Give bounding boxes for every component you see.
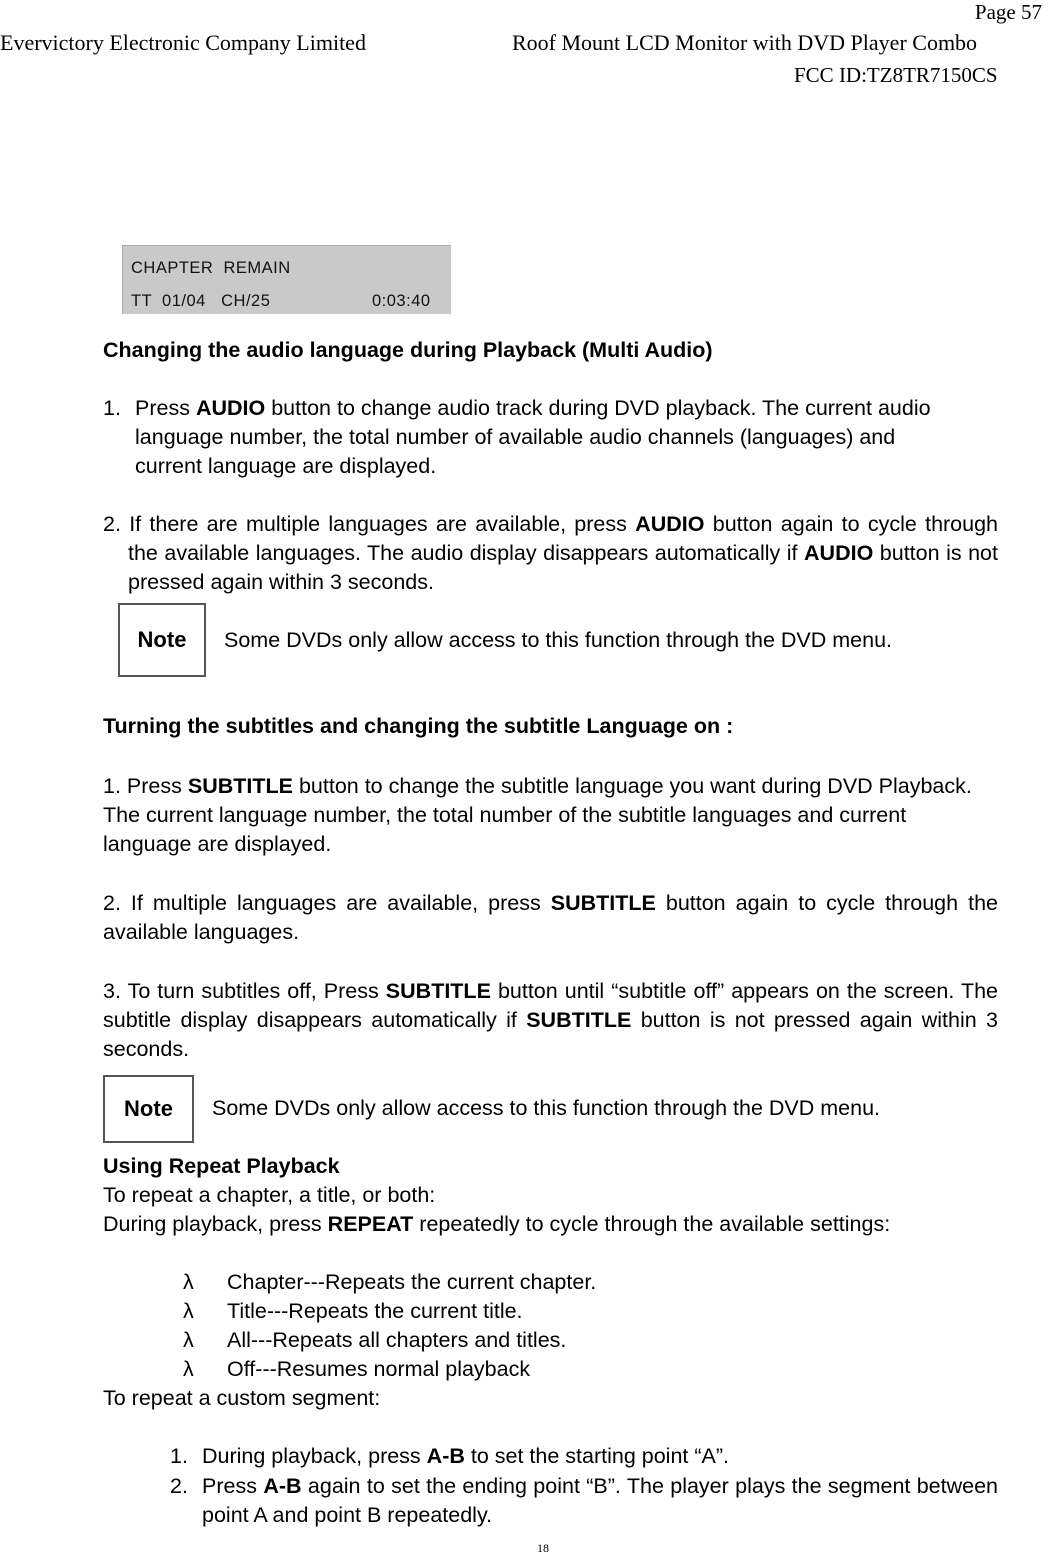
audio-step-2-end: button is not pressed again within 3 seconds. bbox=[128, 541, 998, 594]
subtitle-step-2-lead: 2. If multiple languages are available, press bbox=[103, 891, 541, 915]
repeat-intro: To repeat a chapter, a title, or both: bbox=[103, 1183, 436, 1207]
subtitle-step-3-end: button is not pressed again within 3 seconds. bbox=[103, 1008, 998, 1061]
osd-tt-label: TT bbox=[131, 292, 152, 310]
lambda-bullet-icon: λ bbox=[183, 1299, 194, 1323]
ab-step-2-number: 2. bbox=[170, 1474, 188, 1498]
subtitle-heading: Turning the subtitles and changing the subtitle Language on : bbox=[103, 714, 734, 738]
subtitle-note-text: Some DVDs only allow access to this function through the DVD menu. bbox=[212, 1096, 881, 1120]
subtitle-step-2 bbox=[103, 889, 998, 947]
subtitle-step-1-lead: 1. Press bbox=[103, 774, 182, 798]
lambda-bullet-icon: λ bbox=[183, 1270, 194, 1294]
ab-key: A-B bbox=[426, 1444, 465, 1468]
audio-step-1-text: button to change audio track during DVD playback. The current audio language number, the total number of available audio channels (languages) and current language are displayed. bbox=[135, 396, 931, 478]
repeat-option-title: Title---Repeats the current title. bbox=[227, 1299, 523, 1323]
page-label: Page 57 bbox=[974, 0, 1042, 24]
subtitle-key: SUBTITLE bbox=[526, 1008, 632, 1032]
page-number: 18 bbox=[537, 1541, 549, 1555]
repeat-option-chapter: Chapter---Repeats the current chapter. bbox=[227, 1270, 597, 1294]
audio-key: AUDIO bbox=[195, 396, 266, 420]
ab-step-2-lead: Press bbox=[202, 1474, 257, 1498]
audio-heading: Changing the audio language during Playback (Multi Audio) bbox=[103, 338, 713, 362]
osd-line2 bbox=[131, 292, 270, 311]
repeat-option-all: All---Repeats all chapters and titles. bbox=[227, 1328, 567, 1352]
osd-line1: CHAPTER REMAIN bbox=[131, 259, 291, 277]
osd-display bbox=[122, 245, 451, 314]
osd-tt-value: 01/04 bbox=[162, 292, 206, 310]
custom-segment-intro: To repeat a custom segment: bbox=[103, 1386, 381, 1410]
company-name: Evervictory Electronic Company Limited bbox=[0, 30, 366, 55]
audio-step-1-press: Press bbox=[135, 396, 190, 420]
note-box: Note bbox=[118, 603, 206, 677]
product-title: Roof Mount LCD Monitor with DVD Player Combo bbox=[512, 30, 978, 55]
subtitle-step-3-lead: 3. To turn subtitles off, Press bbox=[103, 979, 379, 1003]
audio-key: AUDIO bbox=[635, 512, 705, 536]
subtitle-step-1 bbox=[103, 772, 988, 859]
repeat-during-lead: During playback, press bbox=[103, 1212, 322, 1236]
ab-step-1-number: 1. bbox=[170, 1444, 188, 1468]
audio-step-2 bbox=[103, 510, 998, 597]
repeat-heading: Using Repeat Playback bbox=[103, 1154, 340, 1178]
subtitle-key: SUBTITLE bbox=[187, 774, 293, 798]
audio-key: AUDIO bbox=[804, 541, 874, 565]
ab-key: A-B bbox=[263, 1474, 302, 1498]
ab-step-1-text: to set the starting point “A”. bbox=[470, 1444, 730, 1468]
subtitle-key: SUBTITLE bbox=[550, 891, 656, 915]
repeat-during-text: repeatedly to cycle through the available settings: bbox=[419, 1212, 891, 1236]
repeat-during bbox=[103, 1210, 998, 1239]
subtitle-key: SUBTITLE bbox=[385, 979, 491, 1003]
lambda-bullet-icon: λ bbox=[183, 1357, 194, 1381]
osd-chapter: CH/25 bbox=[221, 292, 271, 310]
subtitle-step-3 bbox=[103, 977, 998, 1064]
ab-step-2-text: again to set the ending point “B”. The player plays the segment between point A and point B repeatedly. bbox=[202, 1474, 999, 1527]
audio-step-1-number: 1. bbox=[103, 396, 121, 420]
repeat-option-off: Off---Resumes normal playback bbox=[227, 1357, 531, 1381]
ab-step-1-lead: During playback, press bbox=[202, 1444, 421, 1468]
fcc-id: FCC ID:TZ8TR7150CS bbox=[794, 63, 998, 87]
subtitle-step-2-text: button again to cycle through the available languages. bbox=[103, 891, 998, 944]
audio-note-text: Some DVDs only allow access to this function through the DVD menu. bbox=[224, 628, 893, 652]
audio-step-2-mid: button again to cycle through the available languages. The audio display disappears automatically if bbox=[128, 512, 999, 565]
repeat-options-list bbox=[183, 1268, 883, 1388]
lambda-bullet-icon: λ bbox=[183, 1328, 194, 1352]
subtitle-step-1-text: button to change the subtitle language you want during DVD Playback. The current language number, the total number of the subtitle languages and current language are displayed. bbox=[103, 774, 972, 856]
note-box: Note bbox=[103, 1075, 194, 1143]
osd-time: 0:03:40 bbox=[372, 292, 431, 310]
audio-step-2-lead: 2. If there are multiple languages are available, press bbox=[103, 512, 627, 536]
subtitle-step-3-mid: button until “subtitle off” appears on the screen. The subtitle display disappears automatically if bbox=[103, 979, 998, 1032]
repeat-key: REPEAT bbox=[327, 1212, 414, 1236]
